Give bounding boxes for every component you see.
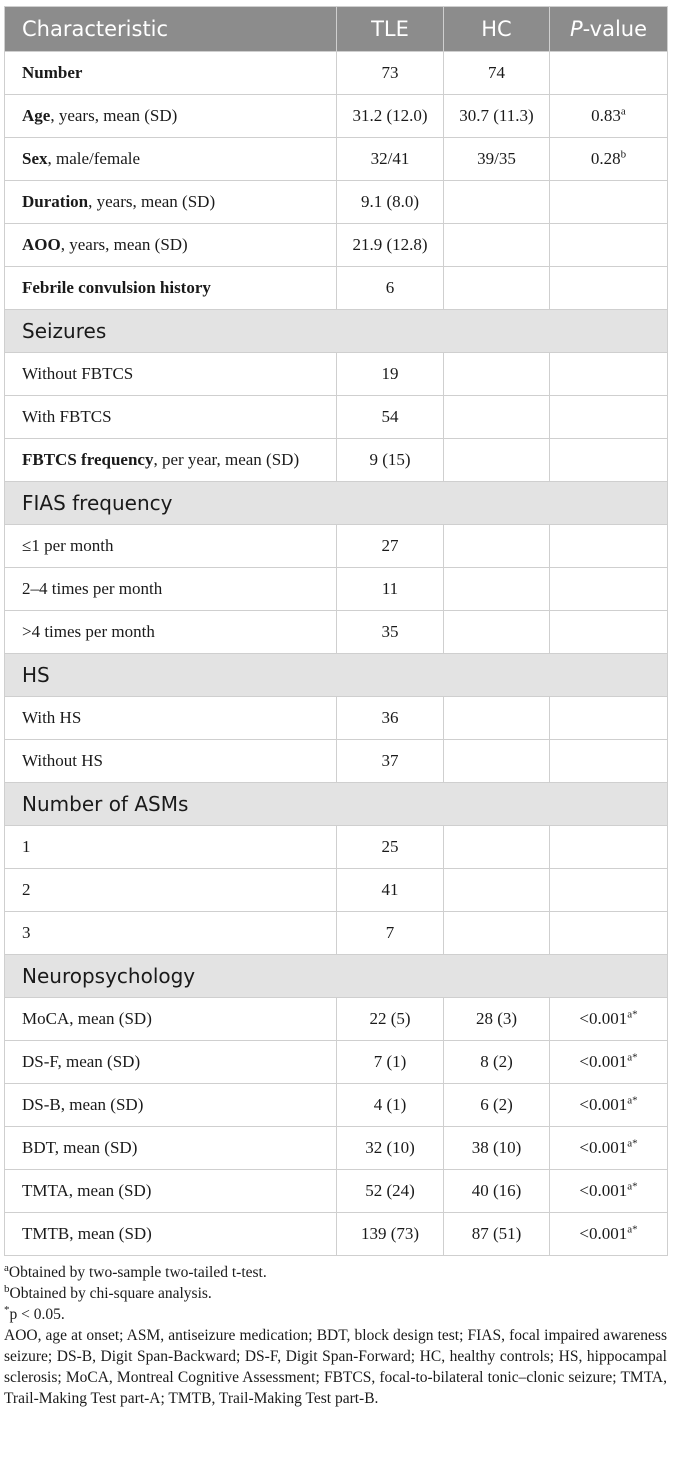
table-row — [5, 568, 668, 611]
hc-value: 30.7 (11.3) — [444, 95, 550, 138]
row-label — [5, 95, 337, 138]
row-label — [5, 396, 337, 439]
tle-value: 9.1 (8.0) — [337, 181, 444, 224]
table-row — [5, 95, 668, 138]
table-row — [5, 353, 668, 396]
row-label-text: , years, mean (SD) — [60, 235, 188, 254]
header-p-rest: -value — [582, 17, 648, 41]
hc-value: 40 (16) — [444, 1170, 550, 1213]
p-value-cell — [550, 912, 668, 955]
footnote-a-marker: a — [4, 1261, 9, 1274]
row-label-bold: FBTCS frequency — [22, 450, 154, 469]
row-label-bold: Number — [22, 63, 83, 82]
p-value-cell — [550, 568, 668, 611]
p-value: <0.001 — [579, 1052, 628, 1071]
hc-value: 38 (10) — [444, 1127, 550, 1170]
section-row — [5, 310, 668, 353]
p-value: <0.001 — [579, 1224, 628, 1243]
row-label-text: TMTB, mean (SD) — [22, 1224, 152, 1243]
hc-value — [444, 396, 550, 439]
row-label-text: 2 — [22, 880, 31, 899]
tle-value: 54 — [337, 396, 444, 439]
table-row — [5, 138, 668, 181]
footnote-b-marker: b — [4, 1282, 10, 1295]
row-label-text: DS-B, mean (SD) — [22, 1095, 144, 1114]
p-value-superscript: a* — [627, 1051, 638, 1064]
footnote-b — [4, 1283, 667, 1304]
footnote-star — [4, 1304, 667, 1325]
p-value-cell — [550, 1084, 668, 1127]
row-label-text: ≤1 per month — [22, 536, 114, 555]
p-value-superscript: b — [620, 148, 627, 161]
row-label-bold: Age — [22, 106, 51, 125]
row-label-text: MoCA, mean (SD) — [22, 1009, 152, 1028]
table-row — [5, 697, 668, 740]
hc-value: 8 (2) — [444, 1041, 550, 1084]
p-value-cell — [550, 1127, 668, 1170]
table-header-row — [5, 7, 668, 52]
tle-value: 41 — [337, 869, 444, 912]
hc-value: 74 — [444, 52, 550, 95]
hc-value: 6 (2) — [444, 1084, 550, 1127]
table-row — [5, 525, 668, 568]
hc-value — [444, 267, 550, 310]
row-label — [5, 568, 337, 611]
hc-value — [444, 826, 550, 869]
p-value-superscript: a* — [627, 1094, 638, 1107]
p-value-cell — [550, 52, 668, 95]
row-label-text: , male/female — [47, 149, 141, 168]
hc-value — [444, 181, 550, 224]
row-label — [5, 740, 337, 783]
row-label-text: TMTA, mean (SD) — [22, 1181, 152, 1200]
hc-value: 39/35 — [444, 138, 550, 181]
row-label-bold: Duration — [22, 192, 89, 211]
row-label-text: With HS — [22, 708, 82, 727]
row-label-bold: Sex — [22, 149, 48, 168]
tle-value: 21.9 (12.8) — [337, 224, 444, 267]
p-value-cell — [550, 353, 668, 396]
section-row — [5, 654, 668, 697]
p-value: 0.83 — [591, 106, 621, 125]
tle-value: 25 — [337, 826, 444, 869]
table-row — [5, 998, 668, 1041]
row-label-text: , years, mean (SD) — [50, 106, 178, 125]
table-row — [5, 1041, 668, 1084]
table-row — [5, 1170, 668, 1213]
table-row — [5, 267, 668, 310]
footnote-a — [4, 1262, 667, 1283]
table-row — [5, 611, 668, 654]
row-label-text: With FBTCS — [22, 407, 112, 426]
tle-value: 19 — [337, 353, 444, 396]
p-value-cell — [550, 224, 668, 267]
row-label — [5, 52, 337, 95]
hc-value — [444, 439, 550, 482]
table-row — [5, 439, 668, 482]
row-label — [5, 998, 337, 1041]
section-label: Neuropsychology — [5, 955, 668, 998]
footnote-star-marker: * — [4, 1303, 10, 1316]
hc-value — [444, 568, 550, 611]
p-value-superscript: a* — [627, 1180, 638, 1193]
p-value-superscript: a* — [627, 1008, 638, 1021]
row-label — [5, 1127, 337, 1170]
p-value: <0.001 — [579, 1095, 628, 1114]
table-row — [5, 52, 668, 95]
p-value-cell — [550, 396, 668, 439]
row-label-bold: AOO — [22, 235, 61, 254]
tle-value: 31.2 (12.0) — [337, 95, 444, 138]
table-row — [5, 826, 668, 869]
p-value-cell — [550, 740, 668, 783]
hc-value — [444, 353, 550, 396]
tle-value: 139 (73) — [337, 1213, 444, 1256]
header-p-italic: P — [569, 17, 583, 41]
table-row — [5, 740, 668, 783]
section-row — [5, 482, 668, 525]
p-value-cell — [550, 1170, 668, 1213]
section-label: HS — [5, 654, 668, 697]
tle-value: 6 — [337, 267, 444, 310]
row-label — [5, 439, 337, 482]
row-label-text: >4 times per month — [22, 622, 155, 641]
row-label-text: 3 — [22, 923, 31, 942]
p-value-cell — [550, 869, 668, 912]
tle-value: 22 (5) — [337, 998, 444, 1041]
abbreviations-note: AOO, age at onset; ASM, antiseizure medication; BDT, block design test; FIAS, focal impaired awareness seizure; DS-B, Digit Span-Backward; DS-F, Digit Span-Forward; HC, healthy controls; HS, hippocampal sclerosis; MoCA, Montreal Cognitive Assessment; FBTCS, focal-to-bilateral tonic–clonic seizure; TMTA, Trail-Making Test part-A; TMTB, Trail-Making Test part-B. — [4, 1327, 667, 1407]
row-label-text: , years, mean (SD) — [88, 192, 216, 211]
row-label — [5, 697, 337, 740]
p-value-superscript: a — [620, 105, 626, 118]
p-value-cell — [550, 267, 668, 310]
footnote-star-text: p < 0.05. — [9, 1306, 65, 1323]
header-hc: HC — [444, 7, 550, 52]
p-value: 0.28 — [590, 149, 621, 168]
table-row — [5, 224, 668, 267]
tle-value: 32/41 — [337, 138, 444, 181]
tle-value: 37 — [337, 740, 444, 783]
table-row — [5, 869, 668, 912]
row-label — [5, 1170, 337, 1213]
row-label — [5, 1041, 337, 1084]
row-label-text: 1 — [22, 837, 31, 856]
hc-value — [444, 525, 550, 568]
section-label: Seizures — [5, 310, 668, 353]
tle-value: 7 (1) — [337, 1041, 444, 1084]
p-value-superscript: a* — [627, 1223, 638, 1236]
p-value: <0.001 — [579, 1009, 628, 1028]
hc-value: 87 (51) — [444, 1213, 550, 1256]
characteristics-table — [4, 6, 668, 1256]
hc-value — [444, 869, 550, 912]
row-label — [5, 1213, 337, 1256]
row-label-text: 2–4 times per month — [22, 579, 163, 598]
p-value: <0.001 — [579, 1181, 628, 1200]
section-row — [5, 783, 668, 826]
tle-value: 52 (24) — [337, 1170, 444, 1213]
hc-value — [444, 912, 550, 955]
table-row — [5, 1084, 668, 1127]
tle-value: 7 — [337, 912, 444, 955]
table-row — [5, 1213, 668, 1256]
table-row — [5, 1127, 668, 1170]
section-label: FIAS frequency — [5, 482, 668, 525]
p-value-cell — [550, 95, 668, 138]
tle-value: 4 (1) — [337, 1084, 444, 1127]
row-label — [5, 138, 337, 181]
header-tle: TLE — [337, 7, 444, 52]
p-value-cell — [550, 439, 668, 482]
p-value-superscript: a* — [627, 1137, 638, 1150]
tle-value: 27 — [337, 525, 444, 568]
row-label-text: BDT, mean (SD) — [22, 1138, 138, 1157]
hc-value — [444, 740, 550, 783]
p-value-cell — [550, 826, 668, 869]
row-label-text: Without FBTCS — [22, 364, 134, 383]
p-value-cell — [550, 1041, 668, 1084]
row-label-text: Without HS — [22, 751, 104, 770]
tle-value: 36 — [337, 697, 444, 740]
p-value: <0.001 — [579, 1138, 628, 1157]
table-body — [5, 52, 668, 1256]
row-label — [5, 353, 337, 396]
hc-value — [444, 224, 550, 267]
row-label-text: , per year, mean (SD) — [153, 450, 300, 469]
row-label — [5, 826, 337, 869]
p-value-cell — [550, 181, 668, 224]
row-label — [5, 1084, 337, 1127]
p-value-cell — [550, 525, 668, 568]
tle-value: 9 (15) — [337, 439, 444, 482]
table-row — [5, 396, 668, 439]
section-row — [5, 955, 668, 998]
hc-value — [444, 697, 550, 740]
p-value-cell — [550, 611, 668, 654]
p-value-cell — [550, 697, 668, 740]
row-label-bold: Febrile convulsion history — [22, 278, 211, 297]
table-row — [5, 912, 668, 955]
table-footnotes — [4, 1262, 667, 1409]
row-label — [5, 912, 337, 955]
row-label — [5, 224, 337, 267]
row-label — [5, 525, 337, 568]
section-label: Number of ASMs — [5, 783, 668, 826]
hc-value: 28 (3) — [444, 998, 550, 1041]
p-value-cell — [550, 998, 668, 1041]
p-value-cell — [550, 1213, 668, 1256]
footnote-a-text: Obtained by two-sample two-tailed t-test. — [8, 1264, 267, 1281]
header-p-value — [550, 7, 668, 52]
table-row — [5, 181, 668, 224]
tle-value: 35 — [337, 611, 444, 654]
p-value-cell — [550, 138, 668, 181]
hc-value — [444, 611, 550, 654]
row-label — [5, 869, 337, 912]
footnote-b-text: Obtained by chi-square analysis. — [9, 1285, 212, 1302]
header-characteristic: Characteristic — [5, 7, 337, 52]
tle-value: 73 — [337, 52, 444, 95]
tle-value: 11 — [337, 568, 444, 611]
row-label — [5, 267, 337, 310]
row-label-text: DS-F, mean (SD) — [22, 1052, 141, 1071]
row-label — [5, 181, 337, 224]
row-label — [5, 611, 337, 654]
tle-value: 32 (10) — [337, 1127, 444, 1170]
